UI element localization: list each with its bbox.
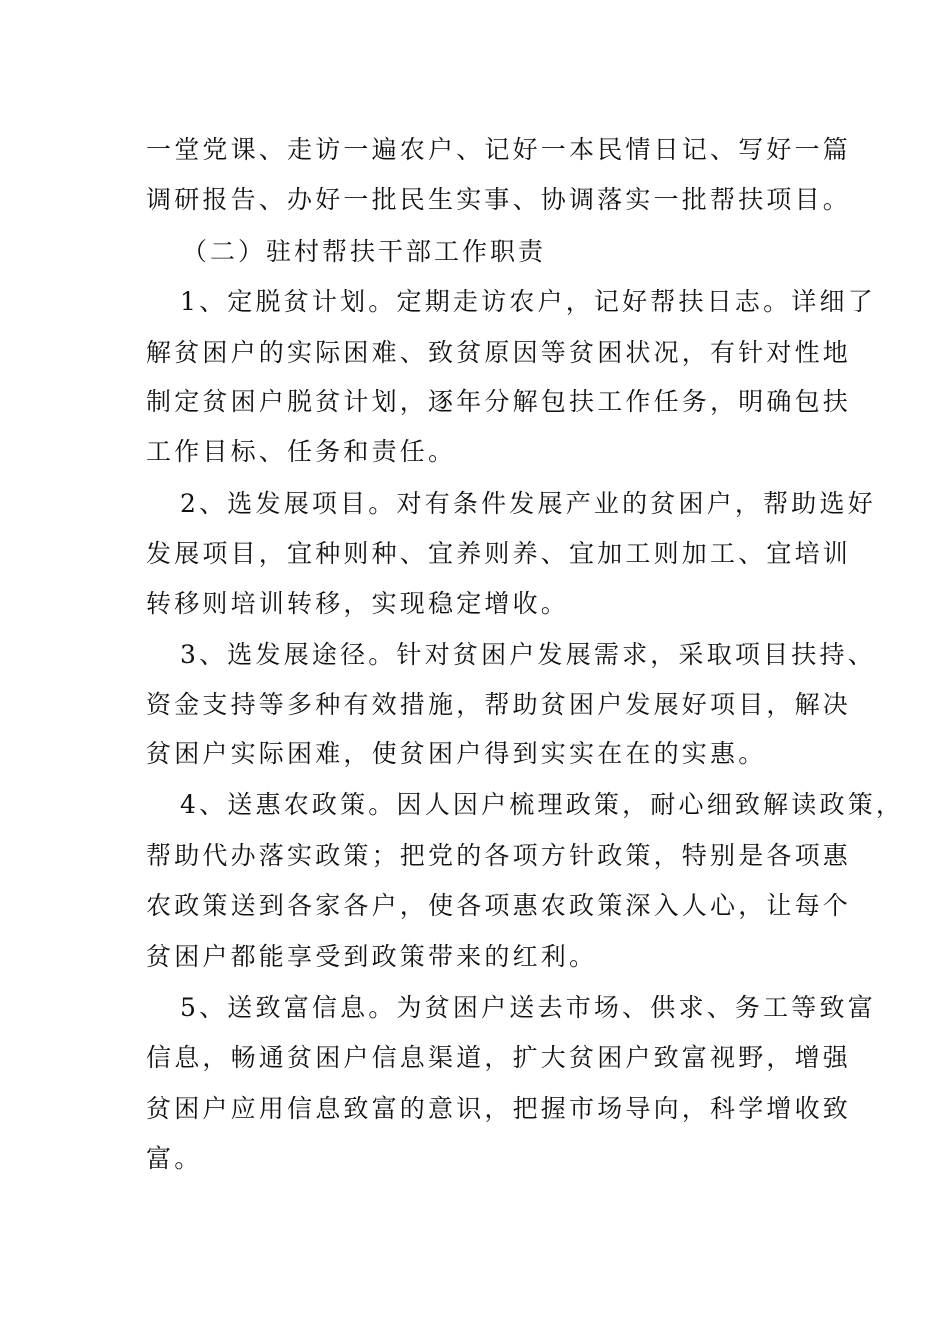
body-text-line: 贫困户都能享受到政策带来的红利。 bbox=[146, 942, 598, 971]
section-heading: （二）驻村帮扶干部工作职责 bbox=[182, 237, 547, 266]
body-text-line: 信息，畅通贫困户信息渠道，扩大贫困户致富视野，增强 bbox=[146, 1043, 852, 1072]
body-text-line: 调研报告、办好一批民生实事、协调落实一批帮扶项目。 bbox=[146, 185, 852, 214]
body-text-line: 帮助代办落实政策；把党的各项方针政策，特别是各项惠 bbox=[146, 841, 852, 870]
body-text-line: 贫困户应用信息致富的意识，把握市场导向，科学增收致 bbox=[146, 1094, 852, 1123]
paragraph-1-first-line: 1、定脱贫计划。定期走访农户，记好帮扶日志。详细了 bbox=[180, 287, 876, 316]
body-text-line: 制定贫困户脱贫计划，逐年分解包扶工作任务，明确包扶 bbox=[146, 387, 852, 416]
paragraph-5-first-line: 5、送致富信息。为贫困户送去市场、供求、务工等致富 bbox=[180, 993, 876, 1022]
paragraph-3-first-line: 3、选发展途径。针对贫困户发展需求，采取项目扶持、 bbox=[180, 640, 876, 669]
paragraph-2-first-line: 2、选发展项目。对有条件发展产业的贫困户，帮助选好 bbox=[180, 489, 876, 518]
body-text-line: 解贫困户的实际困难、致贫原因等贫困状况，有针对性地 bbox=[146, 338, 852, 367]
body-text-line: 工作目标、任务和责任。 bbox=[146, 437, 457, 466]
body-text-line: 贫困户实际困难，使贫困户得到实实在在的实惠。 bbox=[146, 739, 767, 768]
body-text-line: 资金支持等多种有效措施，帮助贫困户发展好项目，解决 bbox=[146, 690, 852, 719]
body-text-line: 发展项目，宜种则种、宜养则养、宜加工则加工、宜培训 bbox=[146, 539, 852, 568]
paragraph-4-first-line: 4、送惠农政策。因人因户梳理政策，耐心细致解读政策， bbox=[180, 790, 905, 819]
body-text-line: 一堂党课、走访一遍农户、记好一本民情日记、写好一篇 bbox=[146, 135, 852, 164]
body-text-line: 富。 bbox=[146, 1144, 203, 1173]
body-text-line: 农政策送到各家各户，使各项惠农政策深入人心，让每个 bbox=[146, 891, 852, 920]
body-text-line: 转移则培训转移，实现稳定增收。 bbox=[146, 589, 570, 618]
